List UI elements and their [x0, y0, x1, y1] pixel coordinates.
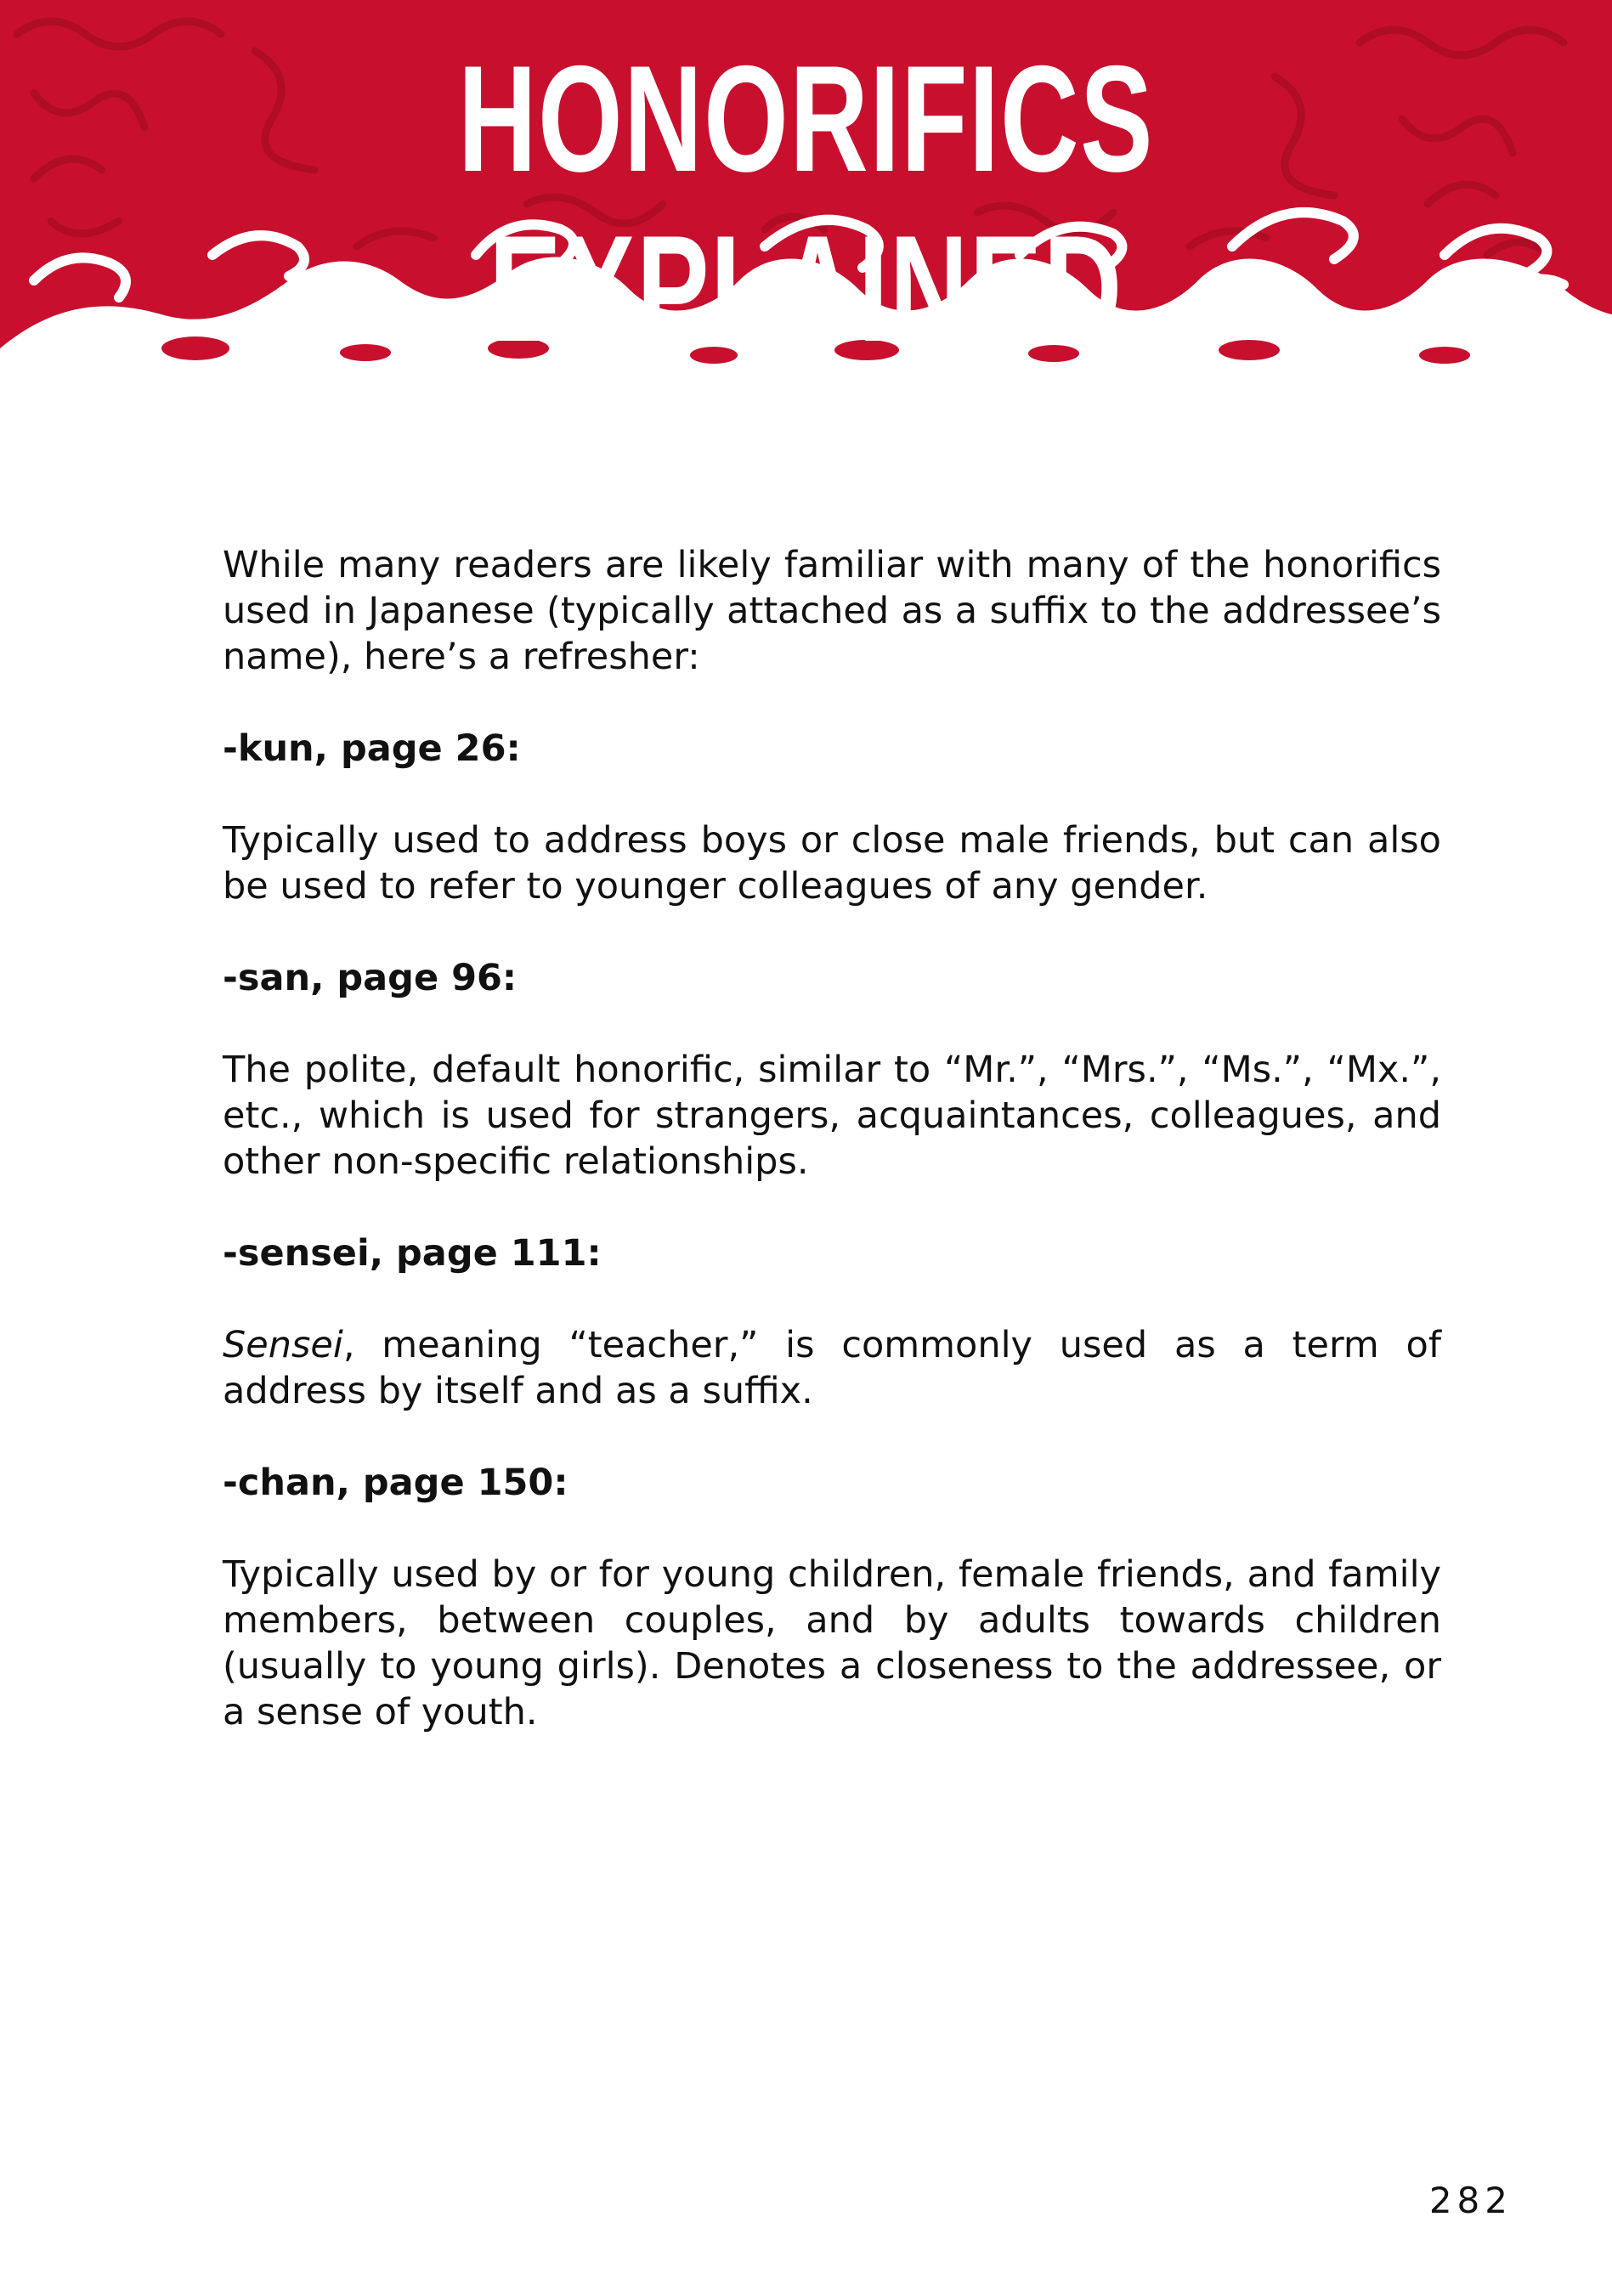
entry-body-chan: Typically used by or for young children, female friends, and family members, between couples, and by adults towards children (usually to young girls). Denotes a closeness to the addressee, or a sense of youth. — [223, 1553, 1441, 1733]
header-banner — [0, 0, 1612, 374]
sensei-body-text: , meaning “teacher,” is commonly used as a term of address by itself and as a suffix. — [223, 1324, 1441, 1412]
entry-body-kun: Typically used to address boys or close male friends, but can also be used to refer to younger colleagues of any gender. — [223, 819, 1441, 908]
page-title: HONORIFICS EXPLAINED — [458, 34, 1154, 373]
intro-paragraph: While many readers are likely familiar with many of the honorifics used in Japanese (typically attached as a suffix to the addressee’s name), here’s a refresher: — [223, 544, 1441, 678]
entry-heading-chan: -chan, page 150: — [223, 1462, 568, 1504]
entry-body-san: The polite, default honorific, similar to “Mr.”, “Mrs.”, “Ms.”, “Mx.”, etc., which is used for strangers, acquaintances, colleagues, and other non-specific relationships. — [223, 1049, 1441, 1183]
entry-heading-sensei: -sensei, page 111: — [223, 1232, 602, 1275]
entry-body-sensei — [223, 1322, 1441, 1414]
document-body — [223, 542, 1441, 1781]
entry-heading-kun: -kun, page 26: — [223, 727, 521, 770]
page-number: 282 — [1428, 2180, 1513, 2221]
entry-heading-san: -san, page 96: — [223, 957, 518, 999]
sensei-term: Sensei — [223, 1324, 343, 1366]
